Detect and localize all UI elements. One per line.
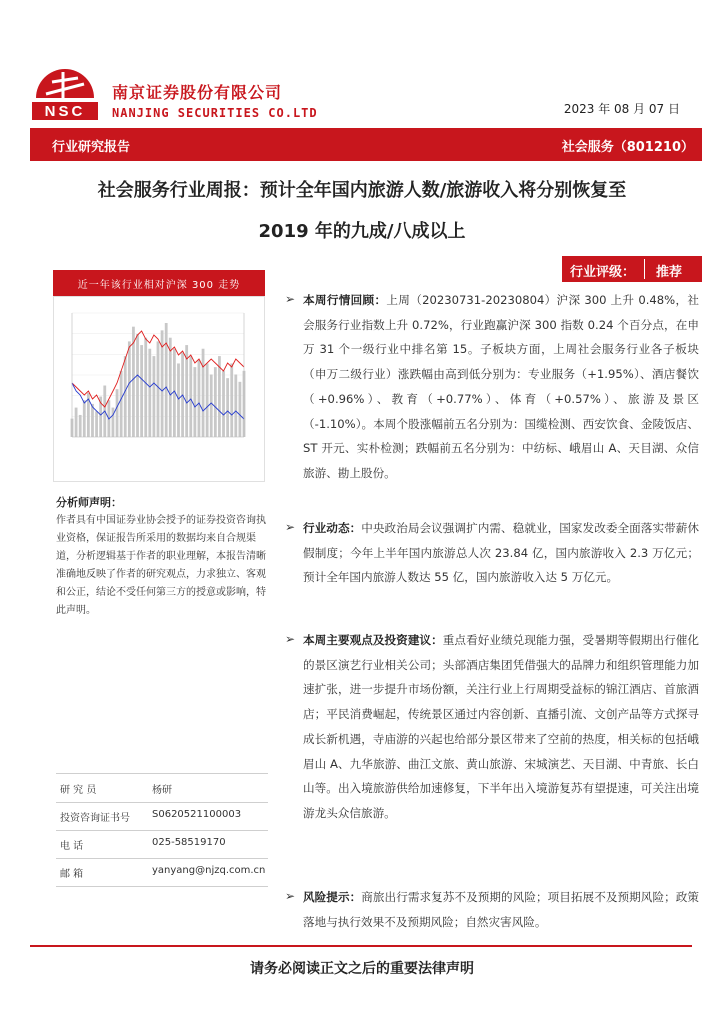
contact-label: 电 话 [60, 841, 84, 852]
chart-bar [136, 334, 139, 437]
relative-performance-chart [54, 297, 264, 481]
chart-bar [75, 408, 78, 437]
chart-box [53, 296, 265, 482]
chart-bar [116, 389, 119, 437]
svg-text:NSC: NSC [44, 103, 86, 120]
bullet-arrow-icon: ➢ [285, 632, 296, 646]
bullet-industry-news [303, 516, 699, 590]
nsc-logo [30, 58, 100, 122]
report-title-line2: 2019 年的九成/八成以上 [258, 221, 466, 242]
bullet-arrow-icon: ➢ [285, 889, 296, 903]
contact-label: 投资咨询证书号 [60, 813, 130, 824]
bullet-investment-advice [303, 628, 699, 826]
chart-bar [193, 367, 196, 437]
analyst-statement-body: 作者具有中国证券业协会授予的证券投资咨询执业资格，保证报告所采用的数据均来自合规渠道，分析逻辑基于作者的职业理解，本报告清晰准确地反映了作者的研究观点，力求独立、客观和公正，结论不受任何第三方的授意或影响，特此声明。 [56, 515, 266, 616]
rating-value: 推荐 [656, 265, 683, 280]
bullet-body: 上周（20230731-20230804）沪深 300 上升 0.48%，社会服务行业指数上升 0.72%，行业跑赢沪深 300 指数 0.24 个百分点，在申万 31 个一级行业中排名第 15。子板块方面，上周社会服务行业各子板块（申万二级行业）涨跌幅由高到低分别为：专业服务（+1.95%）、酒店餐饮（+0.96%）、教育（+0.77%）、体育（+0.57%）、旅游及景区（-1.10%）。本周个股涨幅前五名分别为：国缆检测、西安饮食、金陵饭店、ST 开元、实朴检测；跌幅前五名分别为：中纺标、峨眉山 A、天目湖、众信旅游、勘上股份。 [303, 293, 699, 480]
contact-value[interactable]: yanyang@njzq.com.cn [152, 865, 266, 876]
chart-bar [95, 411, 98, 437]
bullet-heading: 风险提示： [303, 890, 362, 904]
bullet-body: 商旅出行需求复苏不及预期的风险；项目拓展不及预期风险；政策落地与执行效果不及预期风险；自然灾害风险。 [303, 890, 699, 929]
chart-bar [206, 363, 209, 437]
report-title-line1: 社会服务行业周报：预计全年国内旅游人数/旅游收入将分别恢复至 [97, 180, 627, 201]
chart-bar [177, 363, 180, 437]
contact-value: 杨研 [152, 785, 172, 796]
chart-bar [165, 323, 168, 437]
contact-row [56, 830, 268, 859]
contact-row [56, 774, 268, 803]
chart-bar [120, 371, 123, 437]
chart-bar [222, 371, 225, 437]
footer-divider [30, 945, 692, 947]
bullet-risk-warning [303, 885, 699, 934]
rating-label: 行业评级： [570, 265, 636, 280]
bullet-market-review [303, 288, 699, 486]
chart-bar [79, 415, 82, 437]
chart-bar [128, 341, 131, 437]
bullet-heading: 行业动态： [303, 521, 362, 535]
chart-bar [239, 382, 242, 437]
contact-row [56, 802, 268, 831]
bullet-body: 中央政治局会议强调扩内需、稳就业，国家发改委全面落实带薪休假制度；今年上半年国内旅游总人次 23.84 亿，国内旅游收入 2.3 万亿元；预计全年国内旅游人数达 55 亿，国内旅游收入达 5 万亿元。 [303, 521, 699, 585]
company-name-en: NANJING SECURITIES CO.LTD [112, 106, 318, 120]
sector-code: 社会服务（801210） [561, 140, 694, 155]
contact-row [56, 858, 268, 887]
chart-bar [140, 345, 143, 437]
bullet-arrow-icon: ➢ [285, 520, 296, 534]
chart-title: 近一年该行业相对沪深 300 走势 [77, 280, 241, 291]
analyst-statement-heading: 分析师声明： [56, 496, 122, 509]
chart-bar [153, 356, 156, 437]
chart-bar [83, 400, 86, 437]
chart-bar [234, 374, 237, 437]
bullet-arrow-icon: ➢ [285, 292, 296, 306]
report-date: 2023 年 08 月 07 日 [563, 102, 680, 116]
chart-bar [230, 363, 233, 437]
bullet-body: 重点看好业绩兑现能力强，受暑期等假期出行催化的景区演艺行业相关公司；头部酒店集团凭借强大的品牌力和组织管理能力加速扩张，进一步提升市场份额，关注行业上行周期受益标的锦江酒店、首旅酒店；平民消费崛起，传统景区通过内容创新、直播引流、文创产品等方式探寻成长新机遇，寺庙游的兴起也给部分景区带来了空前的热度，相关标的包括峨眉山 A、九华旅游、曲江文旅、黄山旅游、宋城演艺、天目湖、中青旅、长白山等。出入境旅游供给加速修复，下半年出入境游复苏有望提速，可关注出境游龙头众信旅游。 [303, 633, 699, 820]
chart-bar [198, 360, 201, 437]
contact-label: 研 究 员 [60, 785, 97, 796]
chart-bar [157, 341, 160, 437]
contact-value: S0620521100003 [152, 809, 242, 820]
chart-bar [169, 338, 172, 437]
legal-notice: 请务必阅读正文之后的重要法律声明 [250, 961, 474, 977]
report-type: 行业研究报告 [52, 140, 131, 155]
contact-label: 邮 箱 [60, 869, 84, 880]
bullet-heading: 本周行情回顾： [303, 293, 387, 307]
chart-bar [124, 356, 127, 437]
chart-bar [144, 338, 147, 437]
bullet-heading: 本周主要观点及投资建议： [303, 633, 443, 647]
chart-bar [112, 408, 115, 437]
chart-bar [91, 404, 94, 437]
rating-divider [644, 259, 645, 279]
company-name-cn: 南京证券股份有限公司 [112, 83, 283, 102]
chart-bar [226, 378, 229, 437]
chart-bar [214, 367, 217, 437]
chart-bar [148, 349, 151, 437]
chart-bar [210, 374, 213, 437]
chart-bar [189, 356, 192, 437]
contact-value: 025-58519170 [152, 837, 226, 848]
chart-bar [202, 349, 205, 437]
